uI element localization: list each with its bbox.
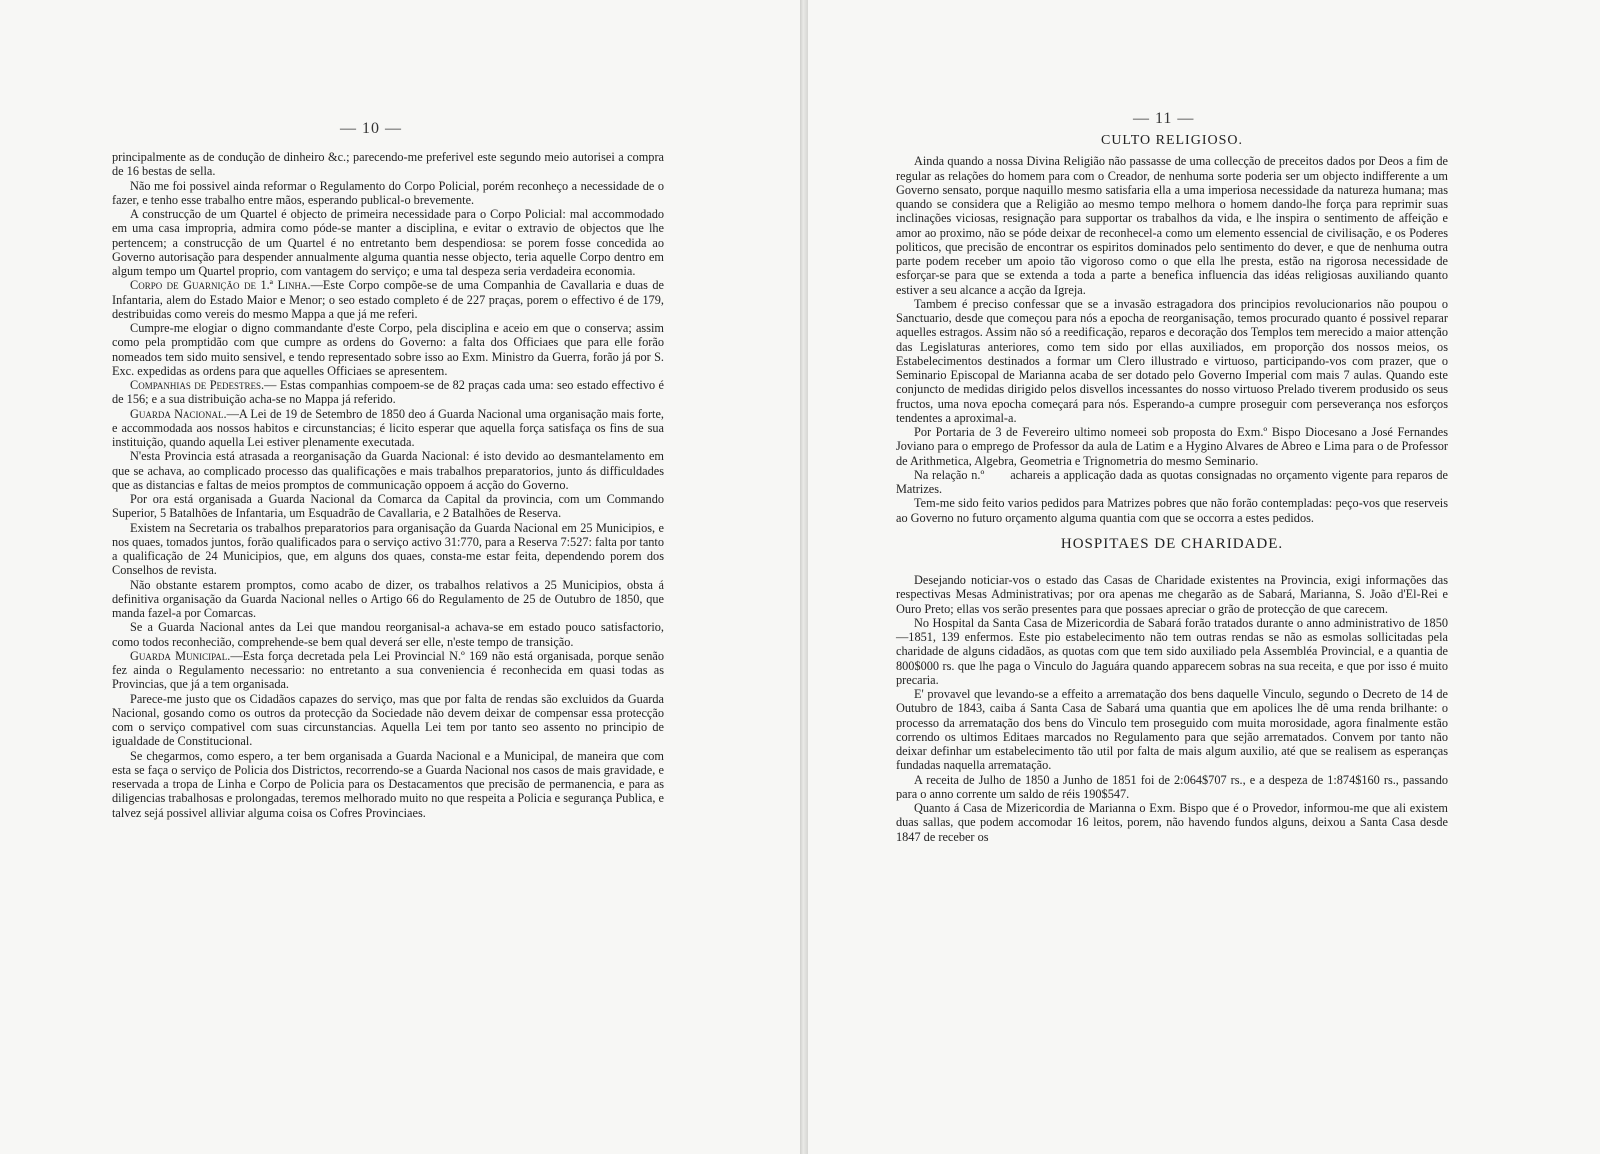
paragraph: Parece-me justo que os Cidadãos capazes do serviço, mas que por falta de rendas são excluidos da Guarda Nacional, gosando como os outros da protecção da Sociedade não devem deixar de compensar essa protecção com o serviço compativel com suas circunstancias. Aquella Lei tem por tanto seo assento no principio de igualdade de Constitucional. [112, 691, 664, 749]
paragraph [112, 278, 664, 321]
paragraph: A receita de Julho de 1850 a Junho de 1851 foi de 2:064$707 rs., e a despeza de 1:874$160 rs., passando para o anno corrente um saldo de réis 190$547. [896, 772, 1448, 801]
paragraph: Ainda quando a nossa Divina Religião não passasse de uma collecção de preceitos dados por Deos a fim de regular as relações do homem para com o Creador, de nenhuma sorte poderia ser um objecto indifferente a um Governo sensato, porque naquillo mesmo satisfaria ella a uma imperiosa necessidade da natureza humana; mas quando se considera que a Religião ao mesmo tempo melhora o homem dando-lhe força para reprimir suas inclinações viciosas, resignação para supportar os trabalhos da vida, e lhe inspira o sentimento de affeição e amor ao proximo, não se póde deixar de reconhecel-a como um elemento essencial de civilisação, e os Poderes politicos, que precisão de encontrar os espiritos dominados pelo sentimento do dever, e que de nenhuma outra parte podem receber um apoio tão vigoroso como o que ella lhe presta, estão na rigorosa necessidade de esforçar-se para que se extenda a toda a parte a benefica influencia das idéas religiosas auxiliando quanto estiver a seu alcance a acção da Igreja. [896, 154, 1448, 297]
paragraph: Por Portaria de 3 de Fevereiro ultimo nomeei sob proposta do Exm.º Bispo Diocesano a José Fernandes Joviano para o emprego de Professor da aula de Latim e a Hygino Alvares de Abreo e Lima para o de Professor de Arithmetica, Algebra, Geometria e Trignometria do mesmo Seminario. [896, 425, 1448, 468]
right-page [808, 0, 1600, 1154]
section-title: Guarda Nacional. [130, 406, 227, 421]
paragraph: A construcção de um Quartel é objecto de primeira necessidade para o Corpo Policial: mal accommodado em uma casa impropria, admira como póde-se manter a disciplina, e evitar o extravio de objectos que lhe pertencem; a construcção de um Quartel é no entretanto bem despendiosa: se porem fosse concedida ao Governo autorisação para despender annualmente alguma quantia nesse objecto, teria aquelle Corpo dentro em algum tempo um Quartel proprio, com vantagem do serviço; e uma tal despeza seria verdadeira economia. [112, 207, 664, 278]
paragraph: Não obstante estarem promptos, como acabo de dizer, os trabalhos relativos a 25 Municipios, obsta á definitiva organisação da Guarda Nacional nelles o Artigo 66 do Regulamento de 25 de Outubro de 1850, que manda fazel-a por Comarcas. [112, 577, 664, 620]
paragraph: Tambem é preciso confessar que se a invasão estragadora dos principios revolucionarios não poupou o Sanctuario, desde que começou para nós a epocha de reorganisação, temos procurado quanto é possivel reparar aquelles estragos. Assim não só a reedificação, reparos e decoração dos Templos tem merecido a maior attenção das Legislaturas anteriores, como tem sido por ellas auxiliados, em proporção dos nossos meios, os Estabelecimentos destinados a formar um Clero illustrado e virtuoso, participando-vos com prazer, que o Seminario Episcopal de Marianna acaba de ser dotado pelo Governo Imperial com mais 7 aulas. Quando este conjuncto de medidas dirigido pelos disvellos incessantes do nosso virtuoso Prelado tiverem produsido os seus fructos, uma nova epocha começará para nós. Esperando-a cumpre proseguir com perseverança nos esforços tendentes a aproximal-a. [896, 296, 1448, 425]
paragraph: principalmente as de condução de dinheiro &c.; parecendo-me preferivel este segundo meio autorisei a compra de 16 bestas de sella. [112, 150, 664, 179]
paragraph [112, 649, 664, 692]
left-page-number: — 10 — [340, 120, 402, 137]
paragraph: Se chegarmos, como espero, a ter bem organisada a Guarda Nacional e a Municipal, de maneira que com esta se faça o serviço de Policia dos Districtos, recorrendo-se a Guarda Nacional nos casos de mais gravidade, e reservada a tropa de Linha e Corpo de Policia para os Destacamentos que precisão de permanencia, e para as diligencias trabalhosas e prolongadas, teremos melhorado muito no que respeita a Policia e segurança Publica, e talvez sejá possivel alliviar alguma coisa os Cofres Provinciaes. [112, 748, 664, 820]
paragraph: Por ora está organisada a Guarda Nacional da Comarca da Capital da provincia, com um Commando Superior, 5 Batalhões de Infantaria, um Esquadrão de Cavallaria, e 2 Batalhões de Reserva. [112, 492, 664, 521]
paragraph: N'esta Provincia está atrasada a reorganisação da Guarda Nacional: é isto devido ao desmantelamento em que se achava, ao complicado processo das qualificações e mais trabalhos preparatorios, junto ás difficuldades que as distancias e faltas de meios promptos de communicação oppoem á acção do Governo. [112, 449, 664, 492]
section-title: Companhias de Pedestres. [130, 378, 265, 392]
paragraph [112, 378, 664, 407]
paragraph: Cumpre-me elogiar o digno commandante d'este Corpo, pela disciplina e aceio em que o conserva; assim como pela promptidão com que cumpre as ordens do Governo: a falta dos Officiaes que para elle forão nomeados tem sido muito sensivel, e tendo representado sobre isso ao Exm. Ministro da Guerra, forão já por S. Exc. expedidas as ordens para que aquelles Officiaes se apresentem. [112, 321, 664, 378]
paragraph: Se a Guarda Nacional antes da Lei que mandou reorganisal-a achava-se em estado pouco satisfactorio, como todos reconhecião, comprehende-se bem qual deverá ser elle, n'este tempo de transição. [112, 620, 664, 649]
paragraph: Quanto á Casa de Mizericordia de Marianna o Exm. Bispo que é o Provedor, informou-me que ali existem duas sallas, que podem accomodar 16 leitos, porem, não havendo fundos alguns, deixou a Santa Casa desde 1847 de receber os [896, 801, 1448, 844]
paragraph-text: — Estas companhias compoem-se de 82 praças cada uma: seo estado effectivo é de 156; e a sua distribuição acha-se no Mappa já referido. [112, 378, 664, 407]
section-title: Guarda Municipal. [130, 648, 231, 663]
section-heading-culto: CULTO RELIGIOSO. [1100, 133, 1243, 148]
paragraph: E' provavel que levando-se a effeito a arrematação dos bens daquelle Vinculo, segundo o Decreto de 14 de Outubro de 1843, caiba á Santa Casa de Sabará uma quantia que em apolices lhe dê uma renda brilhante: o processo da arrematação dos bens do Vinculo tem proseguido com muita morosidade, agora finalmente estão correndo os ultimos Editaes marcados no Regulamento para que sejão arrematados. Convem por tanto não deixar definhar um estabelecimento tão util por falta de mais algum auxilio, até que se realisem as esperanças fundadas naquella arrematação. [896, 687, 1448, 773]
paragraph: Existem na Secretaria os trabalhos preparatorios para organisação da Guarda Nacional em 25 Municipios, e nos quaes, tomados juntos, forão qualificados para o serviço activo 31:770, para a Reserva 7:527: falta por tanto a qualificação de 24 Municipios, que, em alguns dos quaes, consta-me estar feita, dependendo porem dos Conselhos de revista. [112, 520, 664, 578]
right-column [896, 132, 1452, 844]
paragraph-text: —A Lei de 19 de Setembro de 1850 deo á Guarda Nacional uma organisação mais forte, e accommodada aos nossos habitos e circunstancias; é licito esperar que aquella força satisfaça os fins de sua instituição, quando aquella Lei estiver plenamente executada. [112, 406, 665, 449]
paragraph [112, 407, 664, 450]
section-title: Corpo de Guarnição de 1.ª Linha. [130, 278, 311, 293]
paragraph-text: —Este Corpo compõe-se de uma Companhia de Cavallaria e duas de Infantaria, alem do Estado Maior e Menor; o seo estado completo é de 227 praças, porem o effectivo é de 179, destribuidas como vereis do mesmo Mappa a que já me referi. [112, 278, 664, 321]
paragraph: No Hospital da Santa Casa de Mizericordia de Sabará forão tratados durante o anno administrativo de 1850—1851, 139 enfermos. Este pio estabelecimento não tem outras rendas se não as esmolas sollicitadas pela charidade de alguns cidadãos, as quotas com que tem sido auxiliado pela Assembléa Provincial, e a quantia de 800$000 rs. que lhe paga o Vinculo do Jaguára quando apparecem sobras na sua receita, e que por isso é muito precaria. [896, 615, 1448, 687]
section-heading-hospitaes: HOSPITAES DE CHARIDADE. [1060, 535, 1284, 552]
paragraph: Desejando noticiar-vos o estado das Casas de Charidade existentes na Provincia, exigi informações das respectivas Mesas Administrativas; por ora apenas me chegarão as de Sabará, Marianna, S. João d'El-Rei e Ouro Preto; ellas vos serão presentes para que possaes apreciar o grão de protecção de que carecem. [896, 573, 1448, 616]
left-column [112, 150, 664, 820]
right-page-number: — 11 — [1133, 110, 1195, 127]
paragraph: Tem-me sido feito varios pedidos para Matrizes pobres que não forão contempladas: peço-vos que reserveis ao Governo no futuro orçamento alguma quantia com que se occorra a estes pedidos. [896, 496, 1448, 525]
book-gutter [800, 0, 808, 1154]
paragraph: Não me foi possivel ainda reformar o Regulamento do Corpo Policial, porém reconheço a necessidade de o fazer, e tenho esse trabalho entre mãos, esperando publical-o brevemente. [112, 178, 664, 207]
paragraph: Na relação n.º achareis a applicação dada as quotas consignadas no orçamento vigente para reparos de Matrizes. [896, 467, 1452, 496]
paragraph-text: —Esta força decretada pela Lei Provincial N.º 169 não está organisada, porque senão fez ainda o Regulamento necessario: no entretanto a sua conveniencia é reconhecida em quasi todas as Provincias, que já a tem organisada. [112, 648, 664, 692]
